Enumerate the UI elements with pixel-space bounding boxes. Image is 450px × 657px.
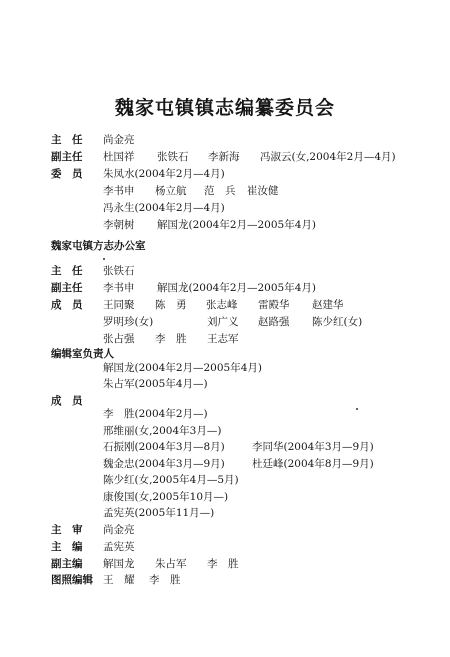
committee-member: 崔汝健: [247, 185, 279, 197]
editorial-members-label: 成 员: [51, 395, 83, 407]
editorial-member: 李同华(2004年3月—9月): [252, 441, 374, 453]
office-director: 张铁石: [103, 265, 135, 277]
editorial-heading: 编辑室负责人: [51, 348, 114, 360]
committee-member: 冯永生(2004年2月—4月): [103, 202, 225, 214]
office-member: 罗明珍(女): [103, 316, 154, 328]
chief-editor-label: 主 编: [51, 541, 83, 553]
committee-member: 朱凤水(2004年2月—4月): [103, 168, 225, 180]
committee-member: 解国龙(2004年2月—2005年4月): [157, 219, 316, 231]
committee-vice-label: 副主任: [51, 151, 83, 163]
deputy-editor: 解国龙: [103, 558, 135, 570]
office-member: 赵建华: [312, 299, 344, 311]
chief-editor: 孟宪英: [103, 541, 135, 553]
office-member: 王同聚: [103, 299, 135, 311]
office-member: 李 胜: [155, 333, 187, 345]
photo-editor: 王 耀: [103, 574, 135, 586]
paper-speck: [356, 408, 358, 410]
office-member: 雷殿华: [258, 299, 290, 311]
deputy-editor: 朱占军: [155, 558, 187, 570]
deputy-editor: 李 胜: [207, 558, 239, 570]
editorial-member: 李 胜(2004年2月—): [103, 408, 208, 420]
office-member: 王志军: [207, 333, 239, 345]
committee-vice-1: 杜国祥: [103, 151, 135, 163]
committee-director: 尚金亮: [103, 134, 135, 146]
chief-review-label: 主 审: [51, 524, 83, 536]
office-vice-1: 李书申: [103, 282, 135, 294]
committee-member: 李朝树: [103, 219, 135, 231]
office-member: 刘广义: [207, 316, 239, 328]
editorial-member: 杜廷峰(2004年8月—9月): [252, 458, 374, 470]
editorial-member: 邢维丽(女,2004年3月—): [103, 425, 222, 437]
office-member: 陈少红(女): [312, 316, 363, 328]
committee-member: 杨立航: [155, 185, 187, 197]
editorial-member: 陈少红(女,2005年4月—5月): [103, 474, 239, 486]
photo-editor: 李 胜: [149, 574, 181, 586]
office-member: 张占强: [103, 333, 135, 345]
page-title: 魏家屯镇镇志编纂委员会: [114, 97, 335, 119]
office-director-label: 主 任: [51, 265, 83, 277]
committee-director-label: 主 任: [51, 134, 83, 146]
office-vice-label: 副主任: [51, 282, 83, 294]
editorial-member: 孟宪英(2005年11月—): [103, 507, 215, 519]
editorial-member: 石振刚(2004年3月—8月): [103, 441, 225, 453]
office-heading: 魏家屯镇方志办公室: [51, 240, 146, 252]
committee-member: 范 兵: [204, 185, 236, 197]
office-member: 陈 勇: [155, 299, 187, 311]
editorial-head: 解国龙(2004年2月—2005年4月): [103, 362, 262, 374]
committee-member: 李书申: [103, 185, 135, 197]
office-vice-2: 解国龙(2004年2月—2005年4月): [157, 282, 316, 294]
committee-vice-4: 冯淑云(女,2004年2月—4月): [260, 151, 396, 163]
chief-review: 尚金亮: [103, 524, 135, 536]
editorial-head: 朱占军(2005年4月—): [103, 378, 208, 390]
office-members-label: 成 员: [51, 299, 83, 311]
editorial-member: 魏金忠(2004年3月—9月): [103, 458, 225, 470]
photo-editor-label: 图照编辑: [51, 574, 93, 586]
office-member: 赵路强: [258, 316, 290, 328]
editorial-member: 康俊国(女,2005年10月—): [103, 491, 229, 503]
office-member: 张志峰: [206, 299, 238, 311]
paper-speck: [103, 258, 105, 260]
committee-vice-3: 李新海: [208, 151, 240, 163]
committee-members-label: 委 员: [51, 168, 83, 180]
committee-vice-2: 张铁石: [157, 151, 189, 163]
deputy-editor-label: 副主编: [51, 558, 83, 570]
